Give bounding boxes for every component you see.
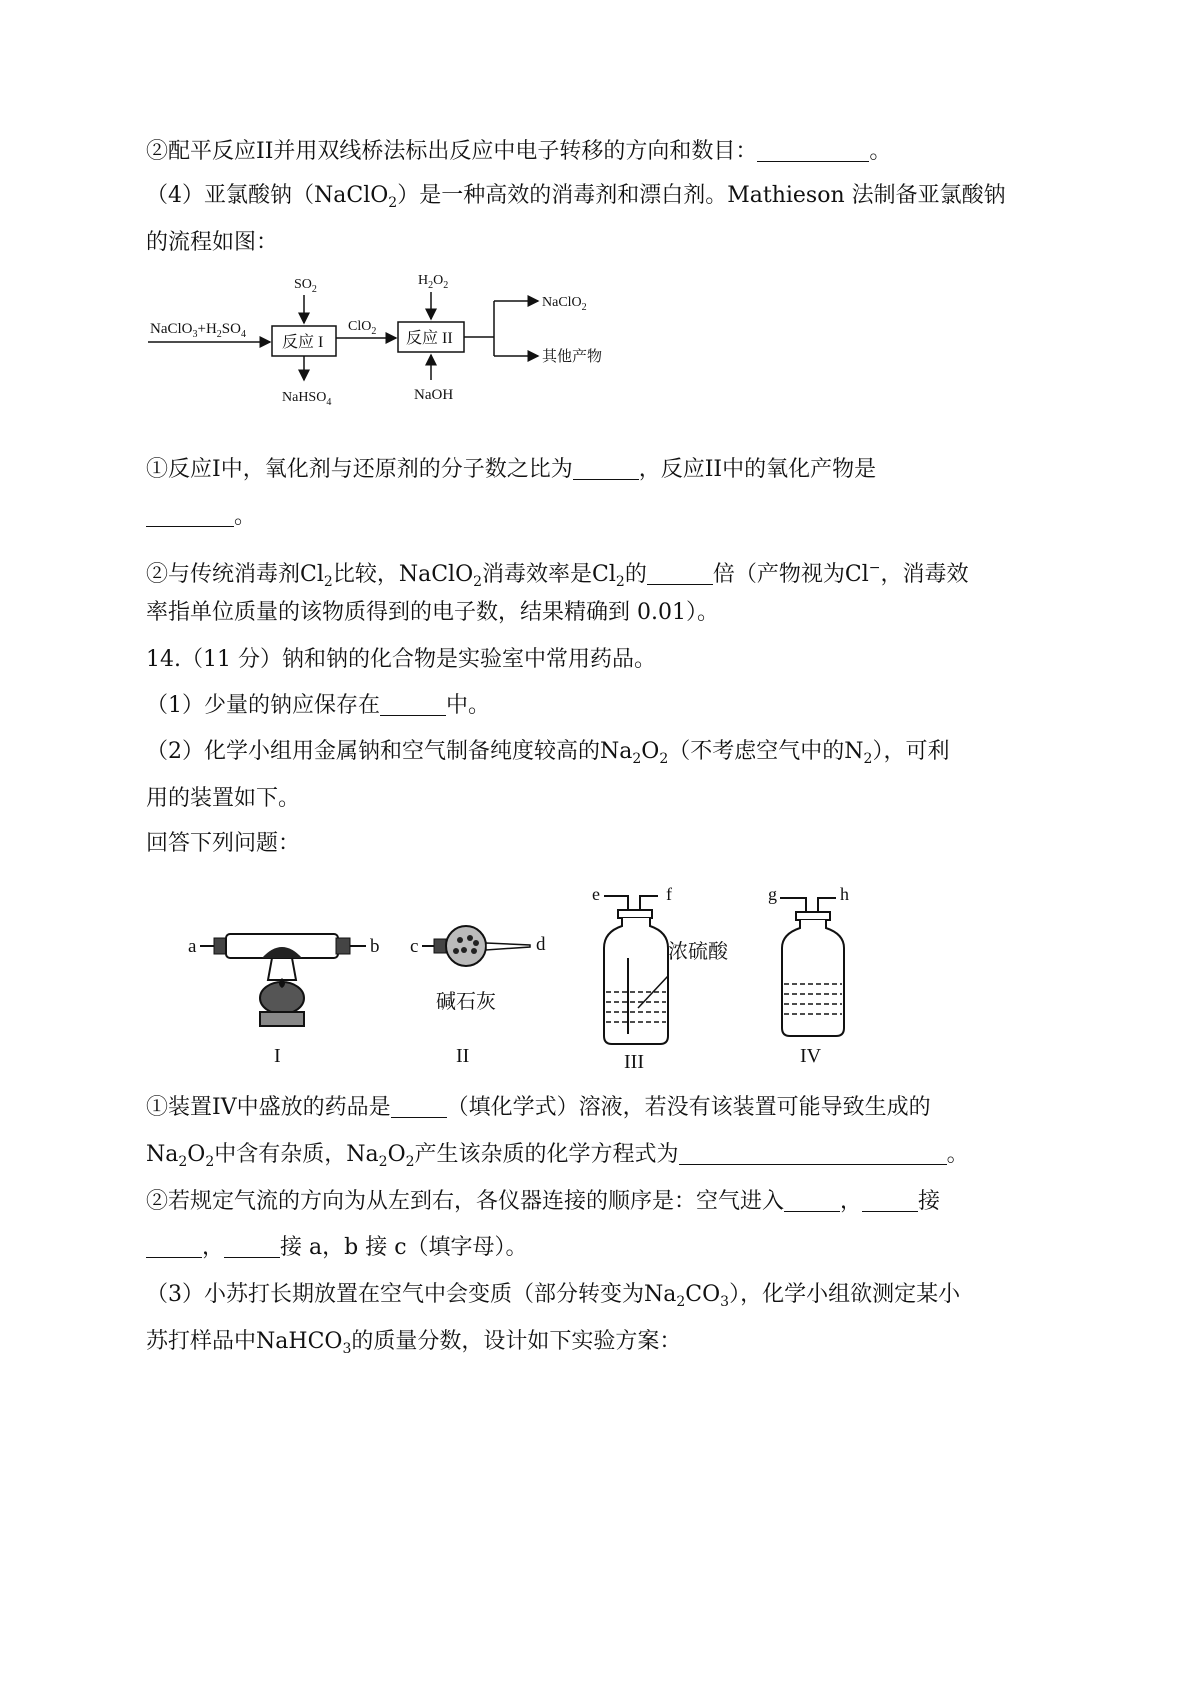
apparatus-4-label: IV (800, 1045, 822, 1067)
formula: CO (685, 1282, 721, 1307)
subscript: 2 (388, 195, 398, 211)
subscript: 3 (720, 1294, 730, 1310)
text: 接 (918, 1189, 941, 1214)
port-b-label: b (370, 936, 380, 957)
text: ）是一种高效的消毒剂和漂白剂。Mathieson 法制备亚氯酸钠 (397, 183, 1006, 208)
text: 的 (624, 562, 647, 587)
bottle-4 (782, 920, 844, 1036)
formula: Na (146, 1142, 179, 1167)
soda-lime-label: 碱石灰 (436, 991, 496, 1013)
q14-sub3-line1 (146, 1280, 960, 1317)
text: 回答下列问题： (146, 831, 301, 856)
port-c-label: c (410, 936, 419, 957)
period: 。 (946, 1142, 969, 1167)
q14-q2-line1 (146, 1187, 940, 1217)
text: 倍（产物视为 (712, 562, 845, 587)
subscript: 2 (863, 751, 873, 767)
port-e-label: e (592, 884, 600, 904)
naoh-label: NaOH (414, 387, 454, 403)
nahso4-label: NaHSO$_4$ (282, 390, 332, 408)
conc-acid-label: 浓硫酸 (668, 941, 728, 963)
subscript: 2 (205, 1154, 215, 1170)
text: 苏打样品中 (146, 1329, 257, 1354)
clo2-label: ClO$_2$ (348, 319, 377, 337)
q14-answer-prompt (146, 829, 300, 859)
answer-blank[interactable] (679, 1142, 947, 1165)
formula: NaClO (398, 562, 474, 587)
text: （1）少量的钠应保存在 (146, 693, 380, 718)
text: 接 a，b 接 c（填字母）。 (280, 1235, 528, 1260)
apparatus-3 (592, 884, 729, 1073)
text: 14.（11 分）钠和钠的化合物是实验室中常用药品。 (146, 647, 656, 672)
q14-sub3-line2 (146, 1327, 681, 1364)
text: ①装置IV中盛放的药品是 (146, 1095, 391, 1120)
apparatus-1 (188, 934, 380, 1067)
port-g-label: g (768, 884, 777, 904)
text: （不考虑空气中的 (668, 739, 845, 764)
formula: Na (346, 1142, 379, 1167)
formula: Na (600, 739, 633, 764)
formula: Cl (592, 562, 616, 587)
period: 。 (234, 504, 257, 529)
formula: NaClO (314, 183, 389, 208)
superscript: − (868, 560, 881, 576)
text: 的质量分数，设计如下实验方案： (351, 1329, 682, 1354)
formula: Cl (300, 562, 324, 587)
soda-lime-bulb (446, 926, 486, 966)
text: ②与传统消毒剂 (146, 562, 301, 587)
subscript: 2 (178, 1154, 188, 1170)
subscript: 2 (615, 574, 625, 590)
text: ），化学小组欲测定某小 (729, 1282, 961, 1307)
q14-title (146, 645, 656, 675)
text: （3）小苏打长期放置在空气中会变质（部分转变为 (146, 1282, 644, 1307)
text: （2）化学小组用金属钠和空气制备纯度较高的 (146, 739, 600, 764)
formula: NaHCO (256, 1329, 343, 1354)
subscript: 2 (632, 751, 642, 767)
text: ，消毒效 (880, 562, 969, 587)
answer-blank[interactable] (784, 1189, 840, 1212)
text: ， (840, 1189, 863, 1214)
period: 。 (869, 139, 892, 164)
subscript: 2 (378, 1154, 388, 1170)
apparatus-3-label: III (624, 1051, 644, 1073)
subscript: 2 (405, 1154, 415, 1170)
formula: Na (644, 1282, 677, 1307)
q13-q2-line2 (146, 598, 719, 628)
formula: O (641, 739, 660, 764)
q13-sub4-line1 (146, 181, 1006, 218)
q13-q2-line1 (146, 553, 969, 597)
port-a-label: a (188, 936, 197, 957)
formula: Cl (844, 562, 869, 587)
flow-diagram (146, 268, 666, 408)
formula: O (387, 1142, 406, 1167)
flow-input-label: $NaClO_3+H_2SO_4$ (150, 321, 246, 340)
q13-sub4-line2 (146, 228, 278, 258)
text: 中。 (446, 693, 491, 718)
apparatus-1-label: I (274, 1045, 281, 1067)
apparatus-4 (768, 884, 849, 1067)
text: （填化学式）溶液，若没有该装置可能导致生成的 (446, 1095, 931, 1120)
text: ， (202, 1235, 225, 1260)
text: ②若规定气流的方向为从左到右，各仪器连接的顺序是：空气进入 (146, 1189, 785, 1214)
other-products-label: 其他产物 (542, 349, 603, 365)
formula: N (844, 739, 864, 764)
text: 中含有杂质， (214, 1142, 347, 1167)
port-f-label: f (666, 884, 672, 904)
answer-blank[interactable] (573, 457, 639, 480)
text: 消毒效率是 (482, 562, 593, 587)
q13-part2-text: ②配平反应II并用双线桥法标出反应中电子转移的方向和数目： (146, 139, 758, 164)
answer-blank[interactable] (757, 139, 869, 162)
text: ），可利 (872, 739, 950, 764)
naclo2-output-label: NaClO$_2$ (542, 295, 587, 313)
text: 的流程如图： (146, 230, 279, 255)
port-h-label: h (840, 884, 849, 904)
answer-blank[interactable] (862, 1189, 918, 1212)
subscript: 3 (342, 1341, 352, 1357)
q14-sub2-line2 (146, 784, 300, 814)
text: 产生该杂质的化学方程式为 (414, 1142, 679, 1167)
text: 用的装置如下。 (146, 786, 301, 811)
text: 比较， (332, 562, 399, 587)
answer-blank[interactable] (380, 693, 446, 716)
answer-blank[interactable] (146, 504, 234, 527)
subscript: 2 (659, 751, 669, 767)
apparatus-2 (410, 926, 546, 1067)
reactor-2-label: 反应 II (406, 330, 453, 347)
q13-q1-line1 (146, 455, 876, 485)
subscript: 2 (323, 574, 333, 590)
q14-q1-line1 (146, 1093, 931, 1123)
text: ①反应I中，氧化剂与还原剂的分子数之比为 (146, 457, 573, 482)
text: （4）亚氯酸钠（ (146, 183, 314, 208)
answer-blank[interactable] (647, 562, 713, 585)
answer-blank[interactable] (146, 1235, 202, 1258)
q14-q2-line2 (146, 1233, 528, 1263)
port-d-label: d (536, 934, 546, 955)
answer-blank[interactable] (391, 1095, 447, 1118)
apparatus-2-label: II (456, 1045, 470, 1067)
answer-blank[interactable] (224, 1235, 280, 1258)
subscript: 2 (676, 1294, 686, 1310)
q13-q1-line2 (146, 502, 256, 532)
reactor-1-label: 反应 I (282, 334, 324, 351)
subscript: 2 (473, 574, 483, 590)
so2-label: $SO_2$ (294, 277, 317, 295)
text: ，反应II中的氧化产物是 (638, 457, 877, 482)
text: 率指单位质量的该物质得到的电子数，结果精确到 0.01）。 (146, 600, 719, 625)
q14-sub1 (146, 691, 490, 721)
formula: O (187, 1142, 206, 1167)
q14-sub2-line1 (146, 737, 949, 774)
q14-q1-line2 (146, 1140, 969, 1177)
q13-part2-line (146, 137, 891, 167)
apparatus-figure (180, 884, 940, 1073)
h2o2-label: $H_2O_2$ (418, 273, 449, 291)
